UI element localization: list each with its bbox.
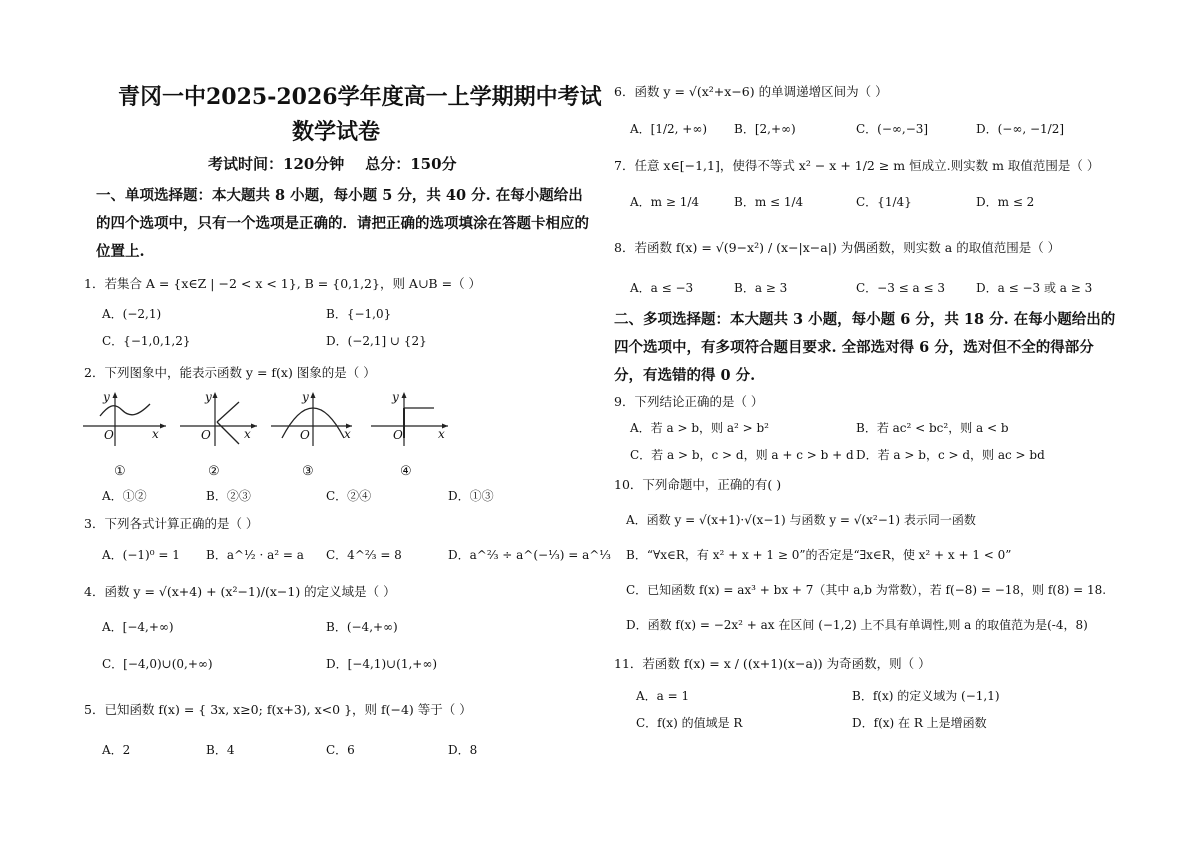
question-11-option-d: D．f(x) 在 R 上是增函数 [852, 716, 987, 730]
graph-3-y-label: y [302, 390, 309, 404]
graph-4-y-arrow [402, 392, 407, 398]
exam-subtitle: 数学试卷 [292, 119, 381, 145]
question-8-option-d: D．a ≤ −3 或 a ≥ 3 [976, 281, 1093, 295]
question-4-option-a: A．[−4,+∞) [102, 620, 174, 634]
question-3-stem: 3．下列各式计算正确的是（ ） [84, 516, 259, 531]
question-3-option-a: A．(−1)⁰ = 1 [102, 548, 180, 562]
question-7-option-c: C．{1/4} [856, 195, 912, 209]
question-1-option-a: A．(−2,1) [102, 307, 162, 321]
question-10-option-d: D．函数 f(x) = −2x² + ax 在区间 (−1,2) 上不具有单调性,则 a 的取值范为是(-4，8) [626, 618, 1088, 632]
question-9-option-d: D．若 a > b，c > d，则 ac > bd [856, 448, 1045, 462]
question-4-option-c: C．[−4,0)∪(0,+∞) [102, 657, 213, 671]
graph-1-curve [100, 404, 150, 416]
question-8-stem: 8．若函数 f(x) = √(9−x²) / (x−|x−a|) 为偶函数，则实数 a 的取值范围是（ ） [614, 240, 1061, 255]
graph-4-label: ④ [400, 464, 412, 479]
question-8-option-a: A．a ≤ −3 [630, 281, 694, 295]
graph-2-origin-label: O [201, 428, 211, 442]
section-2-instructions: 二、多项选择题：本大题共 3 小题，每小题 6 分，共 18 分. 在每小题给出的四个选项中，有多项符合题目要求. 全部选对得 6 分，选对但不全的得部分分，有选错的得 0 分. [614, 311, 1116, 384]
question-6-option-b: B．[2,+∞) [734, 122, 796, 136]
question-9-stem: 9．下列结论正确的是（ ） [614, 394, 764, 409]
question-11-option-c: C．f(x) 的值域是 R [636, 716, 743, 730]
question-5-option-a: A．2 [102, 743, 131, 757]
question-2-option-b: B．②③ [206, 489, 251, 503]
graph-1-x-label: x [152, 427, 159, 441]
question-6-option-d: D．(−∞, −1/2] [976, 122, 1065, 136]
question-10-option-c: C．已知函数 f(x) = ax³ + bx + 7（其中 a,b 为常数），若 f(−8) = −18，则 f(8) = 18. [626, 583, 1107, 597]
graph-2-label: ② [208, 464, 220, 479]
question-2-option-d: D．①③ [448, 489, 494, 503]
question-5-option-c: C．6 [326, 743, 355, 757]
graph-2-upper-ray [217, 402, 239, 422]
question-7-option-a: A．m ≥ 1/4 [630, 195, 700, 209]
graph-2-y-arrow [213, 392, 218, 398]
exam-meta: 考试时间：120分钟 总分：150分 [208, 155, 457, 173]
question-9-option-b: B．若 ac² < bc²，则 a < b [856, 421, 1009, 435]
question-11-stem: 11．若函数 f(x) = x / ((x+1)(x−a)) 为奇函数，则（ ） [614, 656, 931, 671]
exam-title: 青冈一中2025-2026学年度高一上学期期中考试 [118, 84, 602, 110]
question-1-stem: 1．若集合 A = {x∈Z | −2 < x < 1}, B = {0,1,2}，则 A∪B =（ ） [84, 276, 482, 291]
question-4-stem: 4．函数 y = √(x+4) + (x²−1)/(x−1) 的定义域是（ ） [84, 584, 396, 599]
graph-4-y-label: y [392, 390, 399, 404]
graph-2-x-arrow [251, 424, 257, 429]
graph-3-label: ③ [302, 464, 314, 479]
question-2-option-a: A．①② [102, 489, 147, 503]
question-5-option-d: D．8 [448, 743, 478, 757]
question-1-option-c: C．{−1,0,1,2} [102, 334, 191, 348]
question-8-option-b: B．a ≥ 3 [734, 281, 788, 295]
question-11-option-a: A．a = 1 [636, 689, 690, 703]
question-4-option-b: B．(−4,+∞) [326, 620, 398, 634]
graph-3-y-arrow [311, 392, 316, 398]
question-1-option-b: B．{−1,0} [326, 307, 392, 321]
graph-2-x-label: x [244, 427, 251, 441]
graph-3-x-label: x [344, 427, 351, 441]
question-3-option-c: C．4^⅔ = 8 [326, 548, 402, 562]
question-10-option-b: B．“∀x∈R，有 x² + x + 1 ≥ 0”的否定是“∃x∈R，使 x² + x + 1 < 0” [626, 548, 1012, 562]
question-10-stem: 10．下列命题中，正确的有( ) [614, 477, 782, 492]
graph-1-origin-label: O [104, 428, 114, 442]
question-3-option-b: B．a^½ · a² = a [206, 548, 304, 562]
question-7-option-b: B．m ≤ 1/4 [734, 195, 804, 209]
question-6-option-a: A．[1/2, +∞) [630, 122, 708, 136]
graph-3-origin-label: O [300, 428, 310, 442]
question-2-stem: 2．下列图象中，能表示函数 y = f(x) 图象的是（ ） [84, 365, 376, 380]
question-9-option-a: A．若 a > b，则 a² > b² [630, 421, 769, 435]
section-1-instructions: 一、单项选择题：本大题共 8 小题，每小题 5 分，共 40 分. 在每小题给出的四个选项中，只有一个选项是正确的．请把正确的选项填涂在答题卡相应的位置上. [96, 187, 589, 260]
question-11-option-b: B．f(x) 的定义域为 (−1,1) [852, 689, 1000, 703]
question-5-option-b: B．4 [206, 743, 235, 757]
graph-4-origin-label: O [393, 428, 403, 442]
question-10-option-a: A．函数 y = √(x+1)·√(x−1) 与函数 y = √(x²−1) 表示同一函数 [626, 513, 976, 527]
graph-1-y-arrow [113, 392, 118, 398]
graph-4-x-label: x [438, 427, 445, 441]
question-5-stem: 5．已知函数 f(x) = { 3x, x≥0; f(x+3), x<0 }，则 f(−4) 等于（ ） [84, 702, 472, 717]
question-3-option-d: D．a^⅔ ÷ a^(−⅓) = a^⅓ [448, 548, 611, 562]
question-6-option-c: C．(−∞,−3] [856, 122, 929, 136]
question-7-stem: 7．任意 x∈[−1,1]，使得不等式 x² − x + 1/2 ≥ m 恒成立.则实数 m 取值范围是（ ） [614, 158, 1100, 173]
graph-3 [268, 388, 356, 448]
graph-2-lower-ray [217, 422, 239, 444]
question-4-option-d: D．[−4,1)∪(1,+∞) [326, 657, 438, 671]
graph-2-y-label: y [205, 390, 212, 404]
graph-1-label: ① [114, 464, 126, 479]
question-6-stem: 6．函数 y = √(x²+x−6) 的单调递增区间为（ ） [614, 84, 888, 99]
question-8-option-c: C．−3 ≤ a ≤ 3 [856, 281, 946, 295]
question-7-option-d: D．m ≤ 2 [976, 195, 1035, 209]
question-2-option-c: C．②④ [326, 489, 372, 503]
question-1-option-d: D．(−2,1] ∪ {2} [326, 334, 427, 348]
question-9-option-c: C．若 a > b，c > d，则 a + c > b + d [630, 448, 854, 462]
graph-1-x-arrow [160, 424, 166, 429]
graph-1-y-label: y [103, 390, 110, 404]
